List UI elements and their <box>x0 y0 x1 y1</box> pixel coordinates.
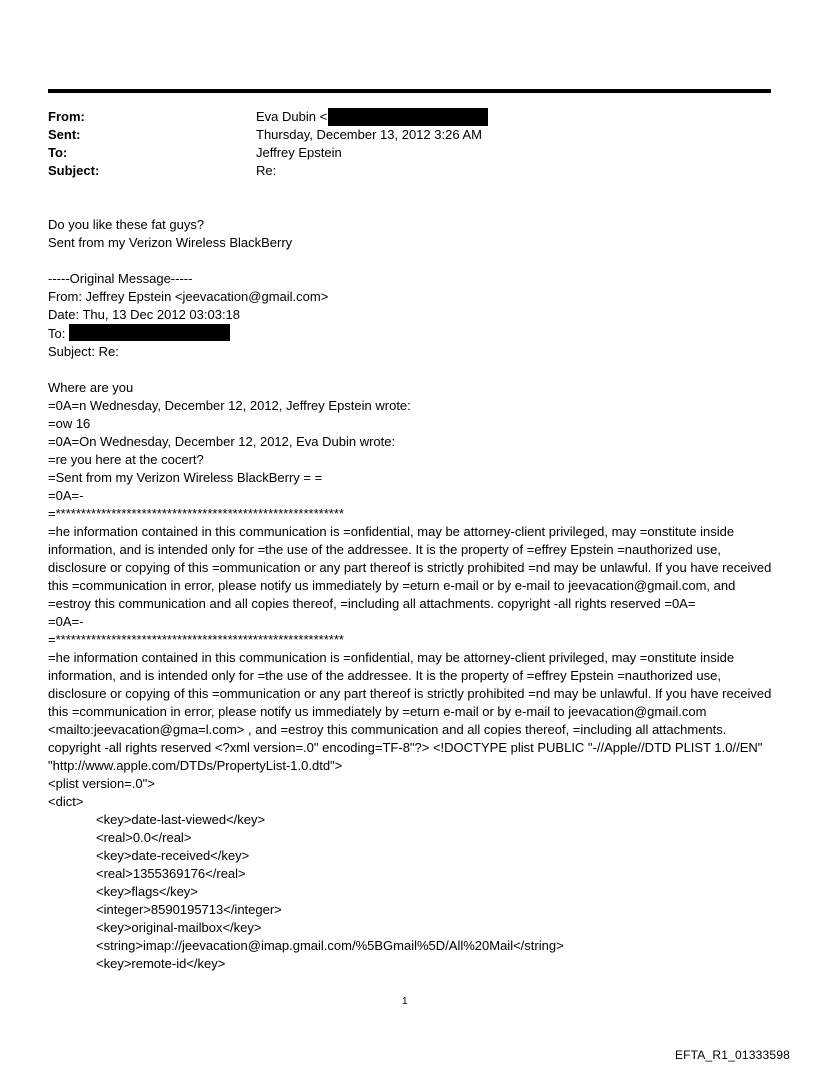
subject-row <box>48 162 488 180</box>
original-to <box>48 324 773 343</box>
plist-line: <integer>8590195713</integer> <box>96 902 282 917</box>
dict-open: <dict> <box>48 794 84 809</box>
from-value <box>256 108 488 126</box>
separator-line: =********************************************************* <box>48 506 344 521</box>
from-name: Eva Dubin < <box>256 109 328 124</box>
redaction-box <box>69 324 230 341</box>
plist-line: <key>remote-id</key> <box>96 956 226 971</box>
to-row <box>48 144 488 162</box>
redaction-box <box>328 108 488 126</box>
to-value: Jeffrey Epstein <box>256 145 342 160</box>
sent-row <box>48 126 488 144</box>
to-label: To: <box>48 145 68 160</box>
subject-label: Subject: <box>48 163 100 178</box>
thread-line: =Sent from my Verizon Wireless BlackBerry = = <box>48 470 323 485</box>
thread-line: Where are you <box>48 380 134 395</box>
from-label: From: <box>48 109 85 124</box>
thread-line: =0A=- <box>48 614 84 629</box>
separator-line: =********************************************************* <box>48 632 344 647</box>
page-number: 1 <box>402 996 408 1007</box>
thread-line: =0A=On Wednesday, December 12, 2012, Eva Dubin wrote: <box>48 434 396 449</box>
thread-line: =0A=- <box>48 488 84 503</box>
original-marker: -----Original Message----- <box>48 271 193 286</box>
sent-value: Thursday, December 13, 2012 3:26 AM <box>256 127 482 142</box>
email-body <box>48 216 773 973</box>
sent-label: Sent: <box>48 127 81 142</box>
reply-line: Do you like these fat guys? <box>48 217 205 232</box>
email-header <box>48 108 488 180</box>
plist-line: <real>0.0</real> <box>96 830 192 845</box>
plist-line: <key>date-last-viewed</key> <box>96 812 266 827</box>
original-to-label: To: <box>48 326 69 341</box>
plist-line: <string>imap://jeevacation@imap.gmail.com/%5BGmail%5D/All%20Mail</string> <box>96 938 564 953</box>
from-row <box>48 108 488 126</box>
original-date: Date: Thu, 13 Dec 2012 03:03:18 <box>48 307 241 322</box>
plist-line: <key>flags</key> <box>96 884 198 899</box>
confidentiality-notice: =he information contained in this communication is =onfidential, may be attorney-client privileged, may =onstitute inside information, and is intended only for =the use of the addressee. It is the property of =effrey Epstein =nauthorized use, disclosure or copying of this =ommunication or any part thereof is strictly prohibited =nd may be unlawful. If you have received this =communication in error, please notify us immediately by =eturn e-mail or by e-mail to jeevacation@gmail.com, and =estroy this communication and all copies thereof, =including all attachments. copyright -all rights reserved =0A= <box>48 524 775 611</box>
original-from: From: Jeffrey Epstein <jeevacation@gmail.com> <box>48 289 329 304</box>
plist-line: <real>1355369176</real> <box>96 866 246 881</box>
reply-line: Sent from my Verizon Wireless BlackBerry <box>48 235 293 250</box>
thread-line: =re you here at the cocert? <box>48 452 204 467</box>
original-subject: Subject: Re: <box>48 344 119 359</box>
plist-line: <key>date-received</key> <box>96 848 250 863</box>
header-rule <box>48 89 771 93</box>
subject-value: Re: <box>256 163 277 178</box>
thread-line: =ow 16 <box>48 416 91 431</box>
bates-number: EFTA_R1_01333598 <box>674 1048 790 1062</box>
plist-open: <plist version=.0"> <box>48 776 155 791</box>
thread-line: =0A=n Wednesday, December 12, 2012, Jeffrey Epstein wrote: <box>48 398 411 413</box>
plist-line: <key>original-mailbox</key> <box>96 920 262 935</box>
confidentiality-notice: =he information contained in this communication is =onfidential, may be attorney-client privileged, may =onstitute inside information, and is intended only for =the use of the addressee. It is the property of =effrey Epstein =nauthorized use, disclosure or copying of this =ommunication or any part thereof is strictly prohibited =nd may be unlawful. If you have received this =communication in error, please notify us immediately by =eturn e-mail or by e-mail to jeevacation@gmail.com <mailto:jeevacation@gma=l.com> , and =estroy this communication and all copies thereof, =including all attachments. copyright -all rights reserved <?xml version=.0" encoding=TF-8"?> <!DOCTYPE plist PUBLIC "-//Apple//DTD PLIST 1.0//EN" "http://www.apple.com/DTDs/PropertyList-1.0.dtd"> <box>48 650 775 773</box>
